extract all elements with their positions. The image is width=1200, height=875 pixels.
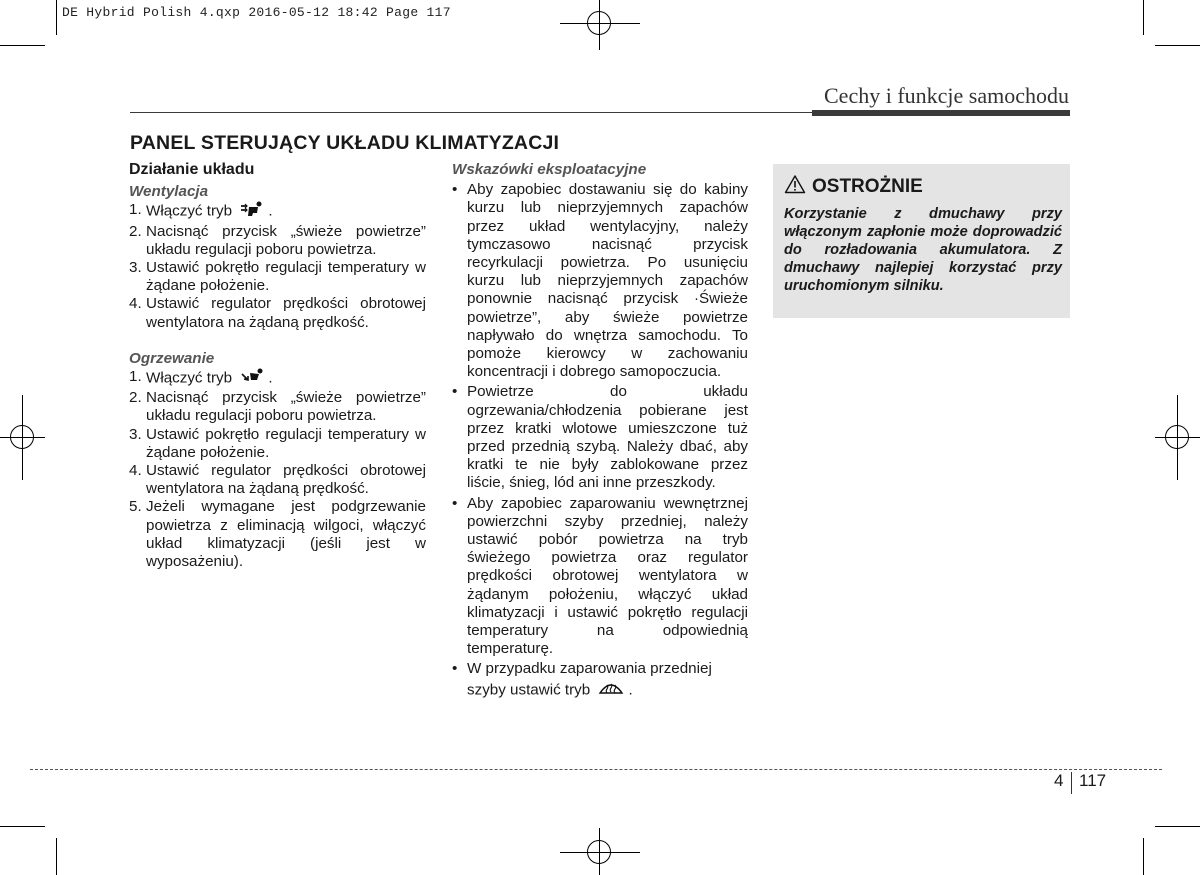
- tips-list: [452, 181, 748, 702]
- warning-triangle-icon: [784, 174, 806, 200]
- step-number: 3.: [129, 425, 142, 443]
- section-title: Cechy i funkcje samochodu: [824, 83, 1069, 108]
- tip-text: W przypadku zaparowania przedniej szyby ustawić tryb: [467, 660, 712, 699]
- list-item: [129, 295, 426, 331]
- ventilation-heading: Wentylacja: [129, 183, 209, 201]
- header-rule-thick: [812, 110, 1070, 116]
- bullet: •: [452, 494, 458, 512]
- list-item: [129, 259, 426, 295]
- list-item: [129, 368, 426, 389]
- tips-column: [452, 161, 748, 704]
- step-number: 1.: [129, 201, 142, 219]
- bullet: •: [452, 181, 458, 199]
- list-item: [129, 426, 426, 462]
- caution-title: OSTROŻNIE: [812, 176, 923, 197]
- step-number: 4.: [129, 295, 142, 313]
- operation-column: [129, 161, 426, 571]
- step-text: Włączyć tryb: [146, 203, 233, 221]
- caution-box: [773, 164, 1070, 318]
- step-text: Ustawić regulator prędkości obrotowej wentylatora na żądaną prędkość.: [146, 462, 426, 498]
- list-item: [452, 383, 748, 492]
- step-text: Nacisnąć przycisk „świeże powietrze” układu regulacji poboru powietrza.: [146, 389, 426, 425]
- list-item: [129, 223, 426, 259]
- print-slug: DE Hybrid Polish 4.qxp 2016-05-12 18:42 Page 117: [62, 5, 451, 20]
- step-text-end: .: [268, 369, 273, 387]
- tip-text: Aby zapobiec zaparowaniu wewnętrznej powierzchni szyby przedniej, należy ustawić pobór powietrza na tryb świeżego powietrza oraz regulator prędkości obrotowej wentylatora w żądanym położeniu, włączyć układ klimatyzacji i ustawić pokrętło regulacji temperatury na odpowiednią temperaturę.: [467, 494, 748, 658]
- step-number: 5.: [129, 498, 142, 516]
- list-item: [129, 462, 426, 498]
- page-title: PANEL STERUJĄCY UKŁADU KLIMATYZACJI: [130, 132, 560, 154]
- step-number: 1.: [129, 368, 142, 386]
- list-item: [452, 660, 748, 701]
- page-number-divider: [1071, 772, 1072, 794]
- step-number: 2.: [129, 389, 142, 407]
- tip-text: Aby zapobiec dostawaniu się do kabiny kurzu lub nieprzyjemnych zapachów przez układ wentylacyjny, należy tymczasowo nacisnąć przycisk recyrkulacji powietrza. Po usunięciu kurzu lub nieprzyjemnych zapachów ponownie nacisnąć przycisk ·Świeże powietrze”, aby świeże powietrze napływało do wnętrza samochodu. To pomoże kierowcy w zachowaniu koncentracji i dobrego samopoczucia.: [467, 181, 748, 381]
- step-text: Ustawić pokrętło regulacji temperatury w żądane położenie.: [146, 259, 426, 295]
- floor-mode-icon: [240, 368, 264, 389]
- step-text: Ustawić pokrętło regulacji temperatury w żądane położenie.: [146, 425, 426, 461]
- defrost-mode-icon: [598, 679, 624, 702]
- tip-text-end: .: [628, 681, 633, 699]
- list-item: [452, 495, 748, 659]
- bullet: •: [452, 660, 458, 678]
- ventilation-mode-icon: [240, 201, 264, 222]
- step-text: Włączyć tryb: [146, 369, 233, 387]
- heating-heading: Ogrzewanie: [129, 349, 215, 367]
- operation-heading: Działanie układu: [129, 161, 255, 178]
- step-text: Ustawić regulator prędkości obrotowej wentylatora na żądaną prędkość.: [146, 295, 426, 331]
- list-item: [452, 181, 748, 381]
- list-item: [129, 498, 426, 571]
- tips-heading: Wskazówki eksploatacyjne: [452, 161, 647, 178]
- list-item: [129, 389, 426, 425]
- tip-text: Powietrze do układu ogrzewania/chłodzenia pobierane jest przez kratki wlotowe umieszczone tuż przed przednią szybą. Należy dbać, aby kratki te nie były zablokowane przez liście, śnieg, lód ani inne przeszkody.: [467, 383, 748, 492]
- caution-text: Korzystanie z dmuchawy przy włączonym zapłonie może doprowadzić do rozładowania akumulatora. Z dmuchawy najlepiej korzystać przy uruchomionym silniku.: [784, 206, 1062, 294]
- heating-steps: [129, 368, 426, 571]
- chapter-number: 4: [1054, 771, 1064, 790]
- step-text-end: .: [268, 203, 273, 221]
- step-number: 2.: [129, 222, 142, 240]
- header-rule: [130, 112, 812, 113]
- caution-header: [784, 174, 1062, 200]
- step-number: 3.: [129, 259, 142, 277]
- page-number: 117: [1079, 771, 1107, 790]
- step-text: Nacisnąć przycisk „świeże powietrze” układu regulacji poboru powietrza.: [146, 222, 426, 258]
- bullet: •: [452, 383, 458, 401]
- step-number: 4.: [129, 462, 142, 480]
- step-text: Jeżeli wymagane jest podgrzewanie powietrza z eliminacją wilgoci, włączyć układ klimatyzacji (jeśli jest w wyposażeniu).: [146, 498, 426, 571]
- footer-rule: [30, 769, 1162, 770]
- list-item: [129, 201, 426, 222]
- ventilation-steps: [129, 201, 426, 331]
